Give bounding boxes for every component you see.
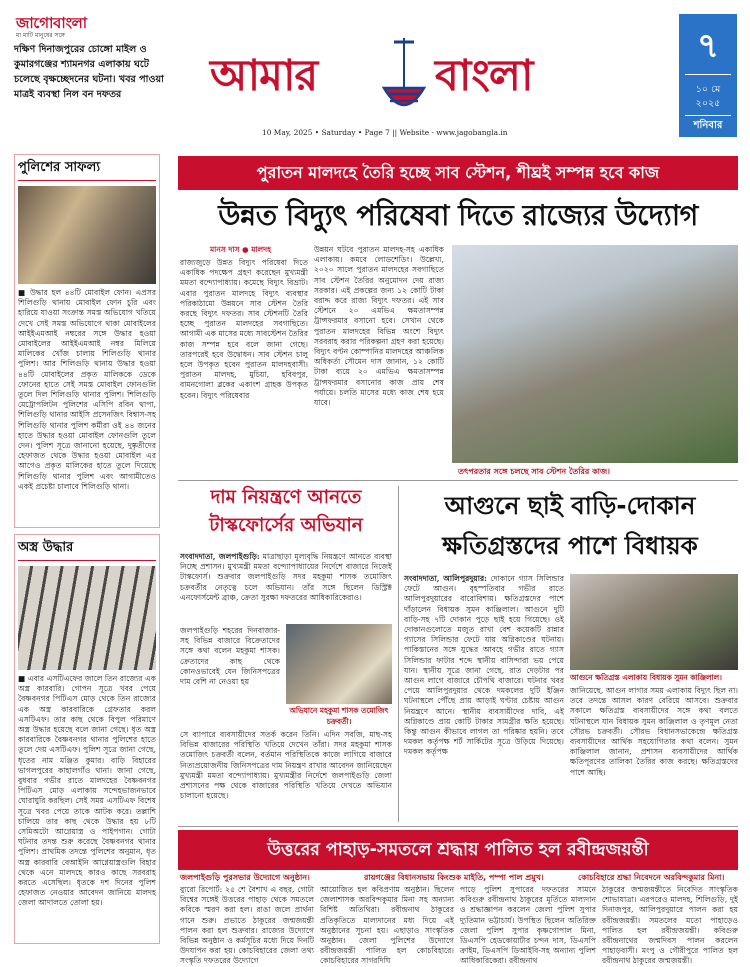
masthead — [0, 0, 750, 150]
masthead-teaser: দক্ষিণ দিনাজপুরের চোঙ্গো মাইল ও কুমারগঞ্জের শ্যামনগর এলাকায় ঘটে চলেছে বৃক্ষচ্ছেদনের ঘটনা। খবর পাওয়া মাত্রই ব্যবস্থা নিল বন দফতর — [14, 44, 164, 100]
brand-logo-text: জাগোবাংলা — [16, 14, 87, 32]
brand-tagline: মা মাটি মানুষের সঙ্গে — [16, 32, 65, 39]
ektara-icon — [370, 34, 440, 124]
fire-headline — [402, 486, 738, 572]
tagore-col-2: আয়োজিত হল কবিপ্রণাম অনুষ্ঠান। ছিলেন জেলাশাসক অরবিন্দকুমার মিনা সহ অন্যান্য বিশিষ্ট অতিথিরা। রবীন্দ্রনাথ ঠাকুরের প্রতিকৃতিতে মাল্যদানের মধ্য দিয়ে এই অনুষ্ঠানের সূচনা হয়। এছাড়াও সাংস্কৃতিক অনুষ্ঠান। জেলা পুলিশের উদ্যোগে রবীন্দ্রজয়ন্তী পালিত হল কোচবিহারে। কোচবিহারের সাগরদিঘি — [320, 885, 454, 966]
fire-headline-line2: ক্ষতিগ্রস্তদের পাশে বিধায়ক — [442, 531, 698, 560]
sidebar-story-arms — [14, 534, 160, 944]
fire-photo — [570, 574, 738, 670]
seized-arms-photo — [18, 566, 156, 670]
newspaper-title — [200, 34, 660, 124]
sidebar-story-body: ■ উদ্ধার হল ৪৪টি মোবাইল ফোন। এপ্রসর শিলিগুড়ি থানায় মোবাইল ফোন চুরি এবং হারিয়ে যাওয়া সংক্রান্ত সমস্ত অভিযোগ খতিয়ে দেখে সেই সমস্ত অভিযোগে থাকা মোবাইলের আইইএমআই নম্বরের সঙ্গে উদ্ধার হওয়া মোবাইলের আইইএমআই নম্বর মিলিয়ে মালিকের খোঁজ চালায় শিলিগুড়ি থানার পুলিশ। আর শিলিগুড়ি থানায় উদ্ধার হওয়া ৪৪টি মোবাইলের প্রকৃত মালিককে ডেকে ফোনের হাতে সেই সমস্ত মোবাইল ফোনগুলি তুলে দিল শিলিগুড়ি থানার পুলিশ। শিলিগুড়ি মেট্রোপলিটন পুলিশের এসিপি রবিন থাপা, শিলিগুড়ি থানার আইসি প্রসেনজিৎ বিশ্বাস-সহ শিলিগুড়ি থানার পুলিশ কর্মীরা ওই ৪৪ জনের হাতে উদ্ধার হওয়া মোবাইল ফোনগুলি তুলে দেন। পুলিশ সূত্রে জানানো হয়েছে, দুষ্কৃতীদের হেফাজত থেকে উদ্ধার হওয়া মোবাইল এর আগেও প্রকৃত মালিকের হাতে তুলে দিয়েছে শিলিগুড়ি থানার পুলিশ এবং আগামীতেও একই প্রচেষ্টা চালাবে শিলিগুড়ি থানা। — [18, 288, 156, 491]
tagore-headline: উত্তরের পাহাড়-সমতলে শ্রদ্ধায় পালিত হল রবীন্দ্রজয়ন্তী — [267, 840, 649, 860]
price-body-lead — [180, 552, 392, 624]
substation-photo-caption: তৎপরতার সঙ্গে চলছে সাব স্টেশন তৈরির কাজ। — [458, 467, 611, 476]
day-bn: শনিবার — [693, 120, 723, 131]
price-headline — [180, 484, 392, 550]
police-phones-photo — [18, 186, 156, 284]
price-dateline: সংবাদদাতা, জলপাইগুড়ি: — [180, 552, 260, 561]
page-number-block — [679, 14, 737, 137]
brand-logo — [16, 14, 156, 40]
lead-headline: উন্নত বিদ্যুৎ পরিষেবা দিতে রাজ্যের উদ্যোগ — [218, 199, 698, 232]
title-left: আমার — [210, 51, 318, 101]
tagore-caption-1: জলপাইগুড়ি পুরসভার উদ্যোগে অনুষ্ঠান। — [180, 873, 310, 882]
price-photo-caption: অভিযানে মহকুমা শাসক তমোজিৎ চক্রবর্তী। — [289, 706, 389, 726]
price-headline-line1: দাম নিয়ন্ত্রণে আনতে — [210, 487, 362, 508]
price-photo — [286, 624, 392, 704]
lead-col-1: রাজ্যজুড়ে উন্নত বিদ্যুৎ পরিষেবা দিতে একাধিক পদক্ষেপ গ্রহণ করেছেন মুখ্যমন্ত্রী মমতা বন্দ্যোপাধ্যায়। কমেছে বিদ্যুৎ বিভ্রাট। এবার পুরাতন মালদহে বিদ্যুৎ ব্যবস্থার পরিকাঠামো উন্নয়নে সাব স্টেশন তৈরি করছে বিদ্যুৎ দফতর। সাব স্টেশনটি তৈরি হচ্ছে পুরাতন মালদহের সবগাছিতে। আগামী এক মাসের মধ্যে সাবস্টেশন তৈরির কাজ সম্পন্ন হবে বলে জানা গেছে। তারপরেই হবে উদ্বোধন। সাব স্টেশন চালু হলে উপকৃত হবেন পুরাতন মালদহবাসী। পুরাতন মালদহ, মুচিয়া, হবিবপুর, বামনগোলা ব্লকের একাংশ গ্রাহক উপকৃত হবেন। বিদ্যুৎ পরিষেবার — [180, 258, 308, 400]
tagore-col-3: পাড়ে পুলিশ সুপারের দফতরের সামনে কবিগুরু রবীন্দ্রনাথ ঠাকুরের মূর্তিতে মাল্যদান ও শ্রদ্ধাজ্ঞাপন করলেন জেলা পুলিশ সুপার দ্যুতিমান ভট্টাচার্য। উপস্থিত ছিলেন অতিরিক্ত জেলা পুলিশ সুপার কৃষ্ণগোপাল মিনা, ডিএসপি হেডকোয়ার্টার চন্দন দাস, ডিএসপি ক্রাইম, ডিএসপি ডিআইবি-সহ অন্যান্য পুলিশ আধিকারিকেরা। রবীন্দ্রনাথ — [460, 885, 596, 966]
sidebar-story-police — [14, 154, 160, 528]
fire-col-1 — [404, 574, 564, 820]
fire-photo-caption: আগুনে ক্ষতিগ্রস্ত এলাকায় বিধায়ক সুমন কাঞ্জিলাল। — [570, 673, 722, 682]
fire-col-1-text: দোকানে গ্যাস সিলিন্ডার ফেটে আগুন। বৃহস্পতিবার গভীর রাতে আলিপুরদুয়ারের বারোবিশায়। ক্ষতিগ্রস্তদের পাশে দাঁড়ালেন বিধায়ক সুমন কাঞ্জিলাল। আগুনে দুটি বাড়ি-সহ ৭টি দোকান পুড়ে ছাই হয়ে গিয়েছে। ওই দোকানগুলোতে মজুত রাখা বেশ কয়েকটি রান্নার গ্যাসের সিলিন্ডার ফেটে যায় অগ্নিকাণ্ডের ঘটনায়। পাকিস্তানের সঙ্গে যুদ্ধের আবহে গভীর রাতে গ্যাস সিলিন্ডার ফাটার শব্দে স্থানীয় বাসিন্দারা ভয় পেয়ে যান। স্থানীয় সূত্রে জানা গেছে, রাত দেড়টার পর আগুন লাগে বাজারে চৌপথি বাজারে। ঘটনার খবর পেয়ে আলিপুরদুয়ার থেকে দমকলের দুটি ইঞ্জিন ঘটনাস্থলে পৌঁছে প্রায় আড়াই ঘণ্টার চেষ্টায় আগুন নিয়ন্ত্রণে আনে। স্থানীয় ব্যবসায়ীদের দাবি, এই অগ্নিকাণ্ডে প্রায় কোটি টাকার সামগ্রীর ক্ষতি হয়েছে। কিন্তু আগুন কীভাবে লাগল তা পরিষ্কার হয়নি। তবে দমকল কর্তৃপক্ষ শর্ট সার্কিটের সূত্রে উড়িয়ে দিয়েছে। দমকল কর্তৃপক্ষ — [404, 574, 565, 757]
price-body-rest: সে ব্যাপারে ব্যবসায়ীদের সতর্ক করেন তিনি। এদিন সবজি, মাছ-সহ বিভিন্ন বাজারের পরিস্থিতি খতিয়ে দেখেন তাঁরা। সদর মহকুমা শাসক তমোজিৎ চক্রবর্তী বলেন, বর্তমান পরিস্থিতিকে কাজে লাগিয়ে বাজারে নিত্যপ্রয়োজনীয় জিনিসপত্রের দাম নিয়ন্ত্রণ রাখার আবেদন জানিয়েছেন মুখ্যমন্ত্রী মমতা বন্দ্যোপাধ্যায়। মুখ্যমন্ত্রীর নির্দেশে জলপাইগুড়ি জেলা প্রশাসনের পক্ষ থেকে বাজারের পরিস্থিতি খতিয়ে দেখতে অভিযান চালানো হয়েছে। — [180, 730, 392, 801]
lead-kicker-bar — [178, 156, 738, 190]
date-bn: ১০ মে ২০২৫ — [695, 84, 721, 109]
tagore-col-1: ব্যুরো রিপোর্ট: ২৫ শে বৈশাখ এ বছর, গোটা বিশ্বের সঙ্গেই উত্তরের পাহাড় থেকে সমতলে কবিকে স্মরণ করা হল। রাঙা জলে প্রার্থনা গানে শুরু। প্রভাতে ঠাকুরের জন্মজয়ন্তী পালন করা হল শুক্রবার। রাজ্যের উদ্যোগে বিভিন্ন অনুষ্ঠান ও কর্মসূচির মধ্যে দিয়ে দিনটি উদযাপন করা হয়। কোচবিহারের জেলা তথ্য সংস্কৃতি দফতরের উদ্যোগে — [180, 885, 314, 966]
tagore-col-4: ঠাকুরের জন্মজয়ন্তীতে নিবেদিত সাংস্কৃতিক শোভাযাত্রা। এরপরেও মালদহ, শিলিগুড়ি, দুই দিনাজপুর, আলিপুরদুয়ারে পালন করা হয় রবীন্দ্রজয়ন্তী। সমতলের মতো পাহাড়েও পালিত হল রবীন্দ্রজয়ন্তী। কবিগুরু রবীন্দ্রনাথের জন্মদিবস পালন করলেন পাহাড়বাসী। মংপু ও গৌরীপুরে পালিত হল রবীন্দ্রনাথ ঠাকুরের জন্মজয়ন্তী। — [602, 885, 738, 966]
tagore-caption-2: রায়গঞ্জের বিধানসভায় কিংশুক মাইতি, পম্পা পাল প্রমুখ। — [364, 873, 544, 882]
price-body-side: জলপাইগুড়ি শহরের দিনবাজার-সহ বিভিন্ন বাজারে বিক্রেতাদের সঙ্গে কথা বলেন মহকুমা শাসক। ক্রেতাদের কাছ থেকে কোনওভাবেই যেন জিনিসপত্রের দাম বেশি না নেওয়া হয় — [180, 626, 280, 687]
title-right: বাংলা — [435, 51, 533, 101]
fire-dateline: সংবাদদাতা, আলিপুরদুয়ার: — [404, 574, 487, 583]
dateline: 10 May, 2025 • Saturday • Page 7 || Website - www.jagobangla.in — [262, 128, 508, 137]
fire-col-2: জানিয়েছে, আগুন লাগার সময় এলাকায় বিদ্যুৎ ছিল না। তবে তদন্তে আসল কারণ বেরিয়ে আসবে। শুক্রবার সকালে ক্ষতিগ্রস্ত ব্যবসায়ীদের সঙ্গে কথা বলতে ঘটনাস্থলে যান বিধায়ক সুমন কাঞ্জিলাল ও তৃণমূল নেতা সৌরভ চক্রবর্তী। সৌরভ বিধানসভাকেন্দ্রে ক্ষতিগ্রস্ত ব্যবসায়ীদের আর্থিক সহযোগিতার কথা বলেন। সুমন কাঞ্জিলাল জানান, প্রশাসন ব্যবসায়ীদের আর্থিক ক্ষতিপূরণের তালিকা তৈরির কাজ করছে। ক্ষতিগ্রস্তদের পাশে আছি। — [570, 686, 738, 777]
lead-byline: মানস দাস ● মালদহ — [210, 245, 272, 254]
lead-kicker: পুরাতন মালদহে তৈরি হচ্ছে সাব স্টেশন, শীঘ্রই সম্পন্ন হবে কাজ — [256, 163, 660, 182]
fire-headline-line1: আগুনে ছাই বাড়ি-দোকান — [444, 491, 696, 520]
sidebar-story-title: পুলিশের সাফল্য — [18, 158, 156, 181]
tagore-caption-3: কোচবিহারে শ্রদ্ধা নিবেদনে অরবিন্দকুমার মিনা। — [578, 873, 725, 882]
sidebar-story-title: অস্ত্র উদ্ধার — [18, 538, 156, 561]
tagore-headline-bar — [178, 830, 738, 870]
substation-photo — [452, 245, 738, 463]
price-body-lead-text: মাত্রাছাড়া মূল্যবৃদ্ধি নিয়ন্ত্রণে আনতে ব্যবস্থা নিচ্ছে প্রশাসন। মুখ্যমন্ত্রী মমতা বন্দ্যোপাধ্যায়ের নির্দেশে বাজারে নিজেই টাস্কফোর্স। শুক্রবার জলপাইগুড়ি সদর মহকুমা শাসক তমোজিৎ চক্রবর্তীর নেতৃত্বে চলে অভিযান। তাঁর সঙ্গে ছিলেন ডিস্ট্রিক্ট এনফোর্সমেন্ট ব্রাঞ্চ, ক্রেতা সুরক্ষা দফতরের আধিকারিকেরাও। — [180, 552, 392, 602]
page-number: ৭ — [696, 26, 720, 66]
sidebar-story-body: ■ এবার এসটিএফের জালে তিন রাজ্যের এক অস্ত্র কারবারি। গোপন সূত্রে খবর পেয়ে বৈষ্ণবনগর পিটিএস মোড় থেকে তিন রাজ্যের এক অস্ত্র কারবারিকে গ্রেফতার করল এসটিএফ। তার কাছ থেকে বিপুল পরিমাণে অস্ত্র উদ্ধার হয়েছে বলে জানা গেছে। ধৃত অস্ত্র কারবারিকে বৈষ্ণবনগর থানার পুলিশের হাতে তুলে দেয় এসটিএফ। পুলিশ সূত্রে জানা গেছে, ধৃতের নাম মঞ্জিত কুমার। বাড়ি বিহারের ভাগলপুরের কাহালগাঁও থানা। জানা গেছে, বুধবার গভীর রাতে মালদহের বৈষ্ণবনগর পিটিএস মোড় এলাকায় সন্দেহভাজনভাবে ঘোরাঘুরি করছিল। সেই সময় এসটিএফ বিশেষ সূত্রে খবর পেয়ে তাকে আটক করে। তল্লাশি চালিয়ে তার কাছ থেকে উদ্ধার হয় ৮টি সেমিঅটো আগ্নেয়াস্ত্র ও পাইপগান। গোটা ঘটনার তদন্ত শুরু করেছে বৈষ্ণবনগর থানার পুলিশ। প্রাথমিক তদন্তে পুলিশের অনুমান, ধৃত অস্ত্র কারবারি বেআইনি আগ্নেয়াস্ত্রগুলি বিহার থেকে এনে মালদহে কারও কাছে সরবরাহ করতে এসেছিল। ধৃতকে দশ দিনের পুলিশ হেফাজত নেওয়ার আবেদন জানিয়ে মালদহ জেলা আদালতে তোলা হয়। — [18, 674, 156, 908]
price-headline-line2: টাস্কফোর্সের অভিযান — [209, 515, 363, 536]
lead-col-2: উন্নয়ন ঘটবে পুরাতন মালদহ-সহ একাধিক এলাকায়। কমবে লোডশেডিং। উল্লেখ্য, ২০২০ সালে পুরাতন মালদহের সবগাছিতে সাব স্টেশন তৈরির অনুমোদন দেয় রাজ্য সরকার। এই প্রকল্পের জন্য ১২ কোটি টাকা বরাদ্দ করে রাজ্য বিদ্যুৎ দফতর। এই সাব স্টেশনে ২০ এমভিএ ক্ষমতাসম্পন্ন ট্রান্সফরমার বসানো হবে। সেখান থেকে পুরাতন মালদহের বিভিন্ন অংশে বিদ্যুৎ সরবরাহ করার পরিকল্পনা গ্রহণ করা হয়েছে। বিদ্যুৎ বণ্টন কোম্পানির মালদহের আঞ্চলিক অধিকর্তা সৌমেন দাস জানান, ১২ কোটি টাকা ব্যয়ে ২০ এমভিএ ক্ষমতাসম্পন্ন ট্রান্সফরমার বসানোর কাজ প্রায় শেষ পর্যায়ে। চলতি মাসের মধ্যে কাজ শেষ হয়ে যাবে। — [314, 245, 444, 408]
